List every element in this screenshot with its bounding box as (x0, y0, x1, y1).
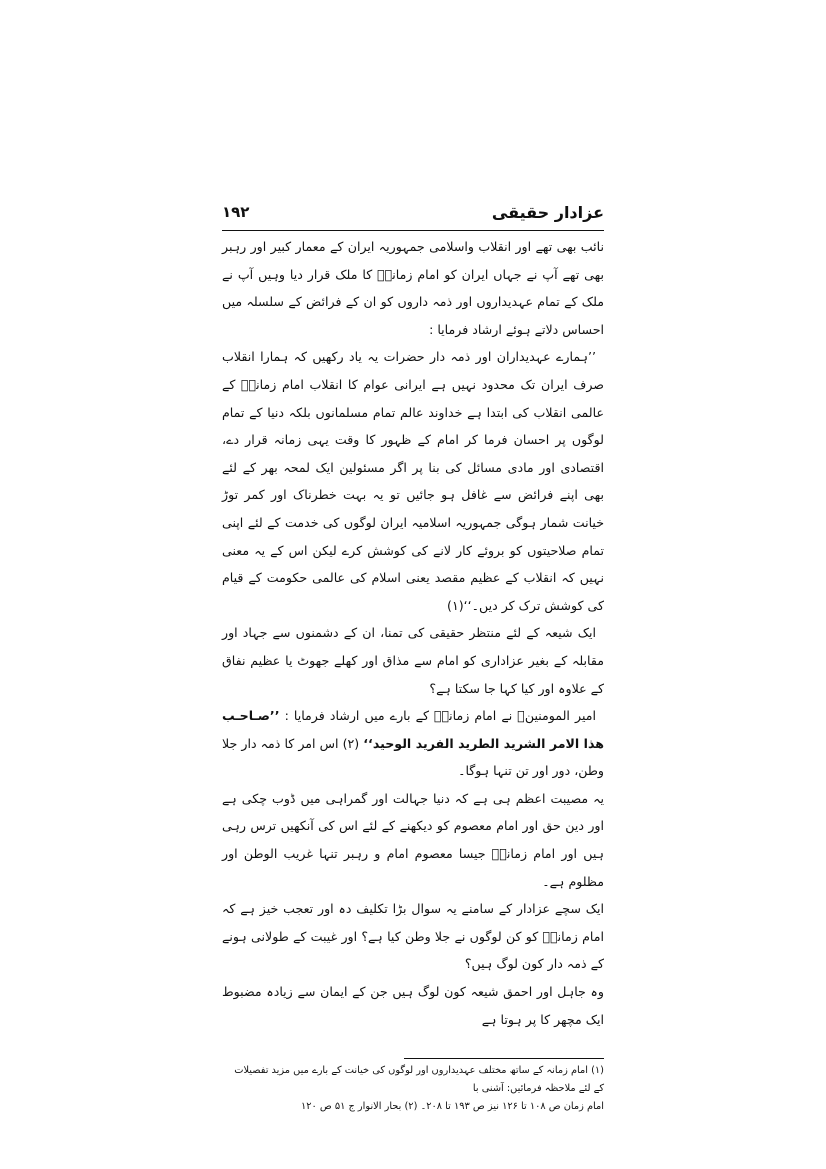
footnote-rule (404, 1058, 604, 1059)
footnote-line: (۱) امام زمانہ کے ساتھ مختلف عہدیداروں اور لوگوں کی خیانت کے بارے میں مزید تفصیلات کے لئے ملاحظہ فرمائیں: آشنی با (234, 1065, 604, 1094)
main-text (222, 233, 604, 1033)
running-header (222, 203, 604, 227)
paragraph: یہ مصیبت اعظم ہی ہے کہ دنیا جہالت اور گمراہی میں ڈوب چکی ہے اور دین حق اور امام معصوم کو دیکھنے کے لئے اس کی آنکھیں ترس رہی ہیں اور امام زمانہؑ جیسا معصوم امام و رہبر تنہا غریب الوطن اور مظلوم ہے۔ (222, 790, 604, 889)
hadith-arabic: ’’صـاحـب هذا الامر الشريد الطريد الفريد الوحيد‘‘ (222, 708, 604, 751)
paragraph: نائب بھی تھے اور انقلاب واسلامی جمہوریہ ایران کے معمار کبیر اور رہبر بھی تھے آپ نے جہاں ایران کو امام زمانہؑ کا ملک قرار دیا وہیں آپ نے ملک کے تمام عہدیداروں اور ذمہ داروں کو ان کے فرائض کے سلسلہ میں احساس دلاتے ہوئے ارشاد فرمایا : (222, 239, 604, 337)
footnotes (222, 1062, 604, 1116)
hadith-paragraph (222, 702, 604, 785)
page-number: ۱۹۲ (222, 203, 250, 221)
header-rule (222, 230, 604, 231)
paragraph: وہ جاہل اور احمق شیعہ کون لوگ ہیں جن کے ایمان سے زیادہ مضبوط ایک مچھر کا پر ہوتا ہے (222, 984, 604, 1027)
paragraph: ایک سچے عزادار کے سامنے یہ سوال بڑا تکلیف دہ اور تعجب خیز ہے کہ امام زمانہؑ کو کن لوگوں نے جلا وطن کیا ہے؟ اور غیبت کے طولانی ہونے کے ذمہ دار کون لوگ ہیں؟ (222, 901, 604, 972)
quote-paragraph: ’’ہمارے عہدیداران اور ذمہ دار حضرات یہ یاد رکھیں کہ ہمارا انقلاب صرف ایران تک محدود نہیں ہے ایرانی عوام کا انقلاب امام زمانہؑ کے عالمی انقلاب کی ابتدا ہے خداوند عالم تمام مسلمانوں بلکہ دنیا کے تمام لوگوں پر احسان فرما کر امام کے ظہور کا وقت یہی زمانہ قرار دے، اقتصادی اور مادی مسائل کی بنا پر اگر مسئولین ایک لمحہ بھر کے لئے بھی اپنے فرائض سے غافل ہو جائیں تو یہ بہت خطرناک اور کمر توڑ خیانت شمار ہوگی جمہوریہ اسلامیہ ایران لوگوں کی خدمت کے لئے اپنی تمام صلاحیتوں کو بروئے کار لانے کی کوشش کرے لیکن اس کے یہ معنی نہیں کہ انقلاب کے عظیم مقصد یعنی اسلام کی عالمی حکومت کے قیام کی کوشش ترک کر دیں۔‘‘(۱) (222, 349, 604, 613)
paragraph: ایک شیعہ کے لئے منتظر حقیقی کی تمنا، ان کے دشمنوں سے جہاد اور مقابلہ کے بغیر عزاداری کو امام سے مذاق اور کھلے جھوٹ یا عظیم نفاق کے علاوہ اور کیا کہا جا سکتا ہے؟ (222, 625, 604, 696)
hadith-rest: (۲) اس امر کا ذمہ دار جلا وطن، دور اور تن تنہا ہوگا۔ (222, 735, 604, 779)
footnote-line: امام زمان ص ۱۰۸ تا ۱۲۶ نیز ص ۱۹۳ تا ۲۰۸۔ (۲) بحار الانوار ج ۵۱ ص ۱۲۰ (300, 1101, 604, 1112)
running-title: عزادار حقیقی (491, 203, 604, 222)
hadith-intro: امیر المومنینؑ نے امام زمانہؑ کے بارے میں ارشاد فرمایا : (284, 708, 596, 724)
